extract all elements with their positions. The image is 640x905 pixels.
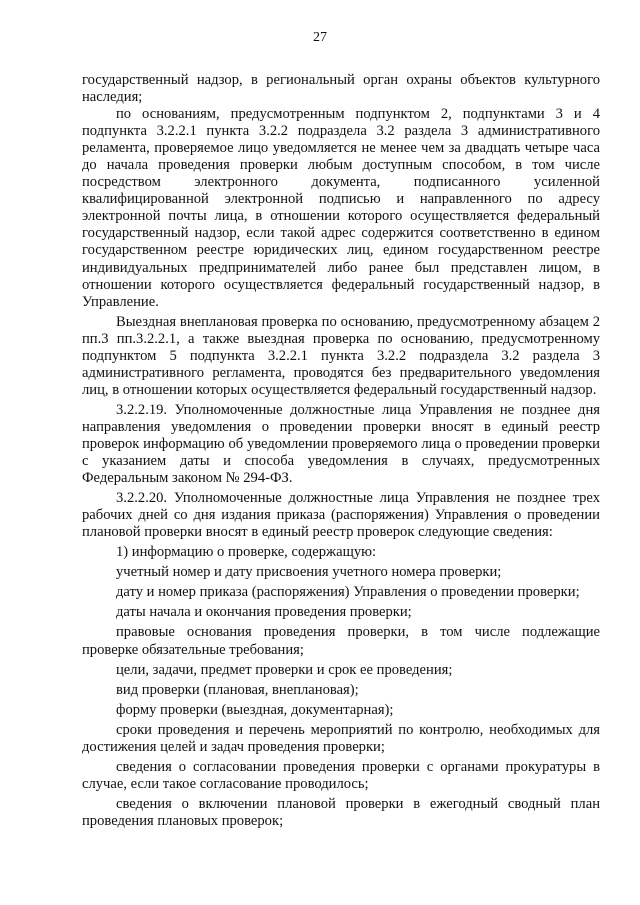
- list-item-prosecution-approval: сведения о согласовании проведения проверки с органами прокуратуры в случае, если такое согласование проводилось;: [82, 758, 600, 792]
- list-item-inspection-type: вид проверки (плановая, внеплановая);: [116, 681, 359, 698]
- list-item-start-end-dates: даты начала и окончания проведения проверки;: [116, 604, 412, 621]
- list-item-legal-grounds: правовые основания проведения проверки, в том числе подлежащие проверке обязательные требования;: [82, 624, 600, 658]
- list-item-order-date: дату и номер приказа (распоряжения) Управления о проведении проверки;: [116, 584, 580, 601]
- paragraph-notification-24h: по основаниям, предусмотренным подпунктом 2, подпунктами 3 и 4 подпункта 3.2.2.1 пункта 3.2.2 подраздела 3.2 раздела 3 административного реламента, проверяемое лицо уведомляется не менее чем за двадцать четыре часа до начала проведения проверки любым доступным способом, в том числе посредством электронного документа, подписанного усиленной квалифицированной электронной подписью и направленного по адресу электронной почты лица, в отношении которого осуществляется федеральный государственный надзор, если такой адрес содержится соответственно в едином государственном реестре юридических лиц, едином государственном реестре индивидуальных предпринимателей либо ранее был представлен лицом, в отношении которого осуществляется федеральный государственный надзор, в Управление.: [82, 106, 600, 310]
- paragraph-3-2-2-19: 3.2.2.19. Уполномоченные должностные лица Управления не позднее дня направления уведомления о проведении проверки вносят в единый реестр проверок информацию об уведомлении проверяемого лица о проведении проверки с указанием даты и способа уведомления в случаях, предусмотренных Федеральным законом № 294-ФЗ.: [82, 401, 600, 487]
- document-body: [82, 72, 600, 830]
- list-item-registration-number: учетный номер и дату присвоения учетного номера проверки;: [116, 564, 502, 581]
- paragraph-3-2-2-20: 3.2.2.20. Уполномоченные должностные лица Управления не позднее трех рабочих дней со дня издания приказа (распоряжения) Управления о проведении плановой проверки вносят в единый реестр проверок следующие сведения:: [82, 490, 600, 541]
- list-item-annual-plan: сведения о включении плановой проверки в ежегодный сводный план проведения плановых проверок;: [82, 795, 600, 829]
- paragraph-unscheduled-inspection: Выездная внеплановая проверка по основанию, предусмотренному абзацем 2 пп.3 пп.3.2.2.1, а также выездная проверка по основанию, предусмотренному подпунктом 5 подпункта 3.2.2.1 пункта 3.2.2 подраздела 3.2 раздела 3 административного регламента, проводятся без предварительного уведомления лиц, в отношении которых осуществляется федеральный государственный надзор.: [82, 313, 600, 398]
- list-item-inspection-form: форму проверки (выездная, документарная);: [116, 701, 394, 718]
- list-item-inspection-info: 1) информацию о проверке, содержащую:: [116, 544, 377, 561]
- list-item-measures: сроки проведения и перечень мероприятий по контролю, необходимых для достижения целей и задач проведения проверки;: [82, 721, 600, 755]
- page-number: 27: [313, 30, 327, 45]
- paragraph-continuation: государственный надзор, в региональный орган охраны объектов культурного наследия;: [82, 72, 600, 106]
- list-item-goals: цели, задачи, предмет проверки и срок ее проведения;: [116, 661, 453, 678]
